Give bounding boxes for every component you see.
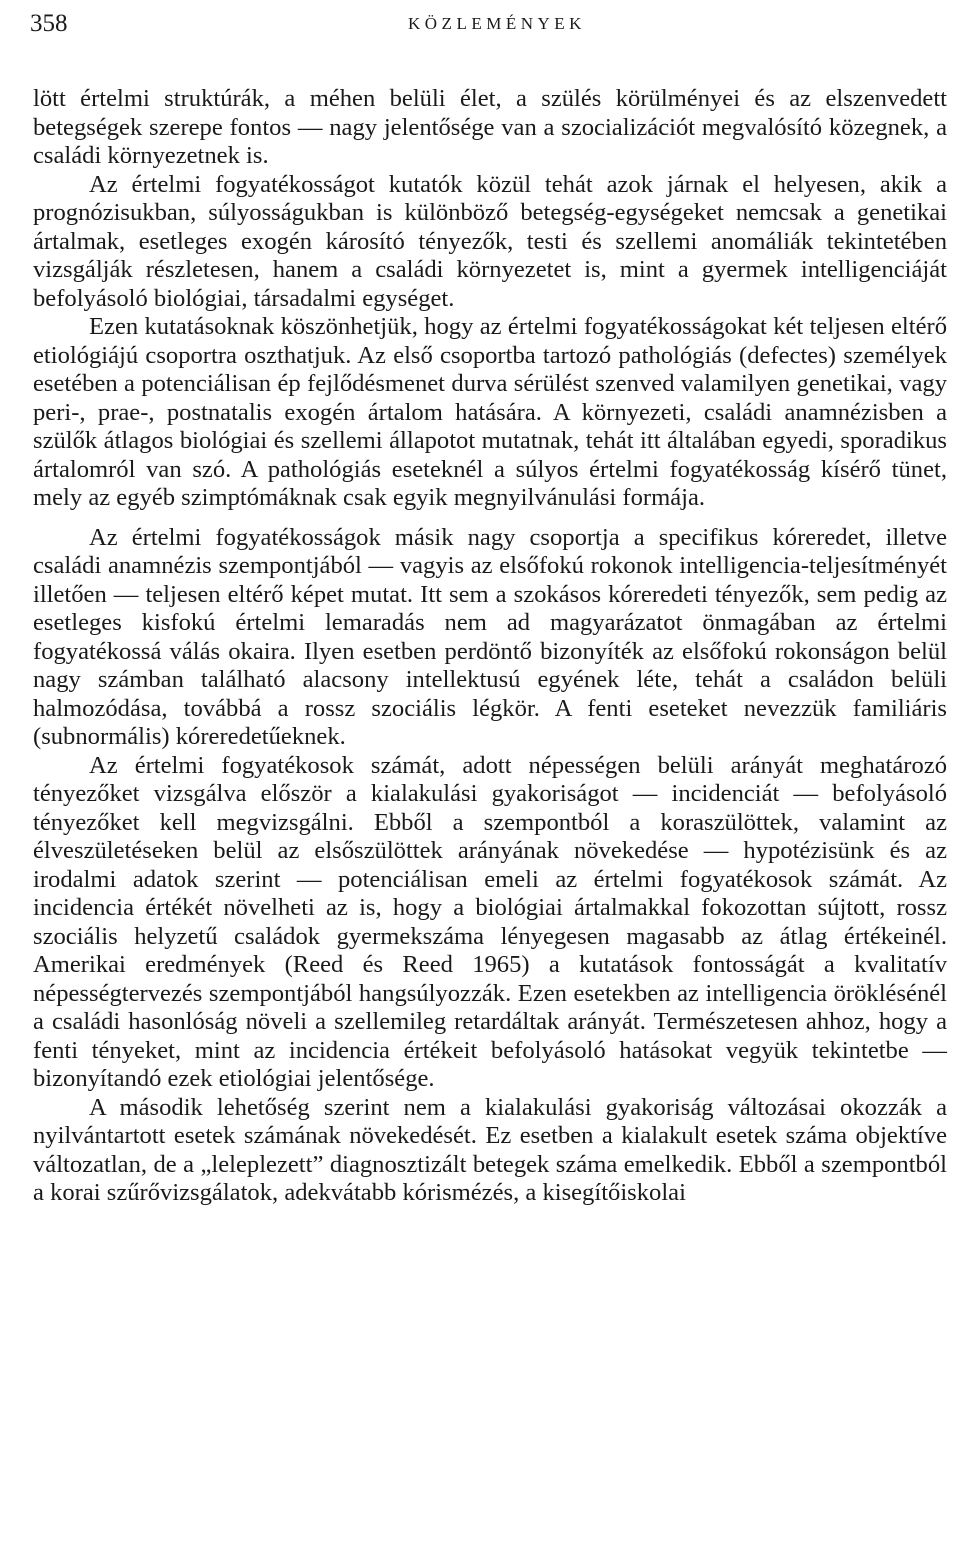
body-text <box>33 85 947 1208</box>
page-number: 358 <box>30 10 68 37</box>
paragraph-5: Az értelmi fogyatékosok számát, adott népességen belüli arányát meghatározó tényezőket vizsgálva először a kialakulási gyakoriságot — incidenciát — befolyásoló tényezőket kell megvizsgálni. Ebből a szempontból a koraszülöttek, valamint az élveszületéseken belül az elsőszülöttek arányának növekedése — hypotézisünk és az irodalmi adatok szerint — potenciálisan emeli az értelmi fogyatékosok számát. Az incidencia értékét növelheti az is, hogy a biológiai ártalmakkal fokozottan sújtott, rossz szociális helyzetű családok gyermekszáma lényegesen magasabb az átlag értékeinél. Amerikai eredmények (Reed és Reed 1965) a kutatások fontosságát a kvalitatív népességtervezés szempontjából hangsúlyozzák. Ezen esetekben az intelligencia öröklésénél a családi hasonlóság növeli a szellemileg retardáltak arányát. Természetesen ahhoz, hogy a fenti tényeket, mint az incidencia értékeit befolyásoló hatásokat vegyük tekintetbe — bizonyítandó ezek etiológiai jelentősége. <box>33 751 947 1092</box>
page-header <box>30 10 950 40</box>
paragraph-3: Ezen kutatásoknak köszönhetjük, hogy az értelmi fogyatékosságokat két teljesen eltérő etiológiájú csoportra oszthatjuk. Az első csoportba tartozó pathológiás (defectes) személyek esetében a potenciálisan ép fejlődésmenet durva sérülést szenved valamilyen genetikai, vagy peri-, prae-, postnatalis exogén ártalom hatására. A környezeti, családi anamnézisben a szülők átlagos biológiai és szellemi állapotot mutatnak, tehát itt általában egyedi, sporadikus ártalomról van szó. A pathológiás eseteknél a súlyos értelmi fogyatékosság kísérő tünet, mely az egyéb szimptómáknak csak egyik megnyilvánulási formája. <box>33 313 947 511</box>
paragraph-1: lött értelmi struktúrák, a méhen belüli élet, a szülés körülményei és az elszenvedett betegségek szerepe fontos — nagy jelentősége van a szocializációt megvalósító közegnek, a családi környezetnek is. <box>33 85 947 169</box>
paragraph-4: Az értelmi fogyatékosságok másik nagy csoportja a specifikus kóreredet, illetve családi anamnézis szempontjából — vagyis az elsőfokú rokonok intelligencia-teljesítményét illetően — teljesen eltérő képet mutat. Itt sem a szokásos kóreredeti tényezők, sem pedig az esetleges kisfokú értelmi lemaradás nem ad magyarázatot önmagában az értelmi fogyatékossá válás okaira. Ilyen esetben perdöntő bizonyíték az elsőfokú rokonságon belül nagy számban található alacsony intellektusú egyének léte, tehát a családon belüli halmozódása, továbbá a rossz szociális légkör. A fenti eseteket nevezzük familiáris (subnormális) kóreredetűeknek. <box>33 523 947 750</box>
paragraph-2: Az értelmi fogyatékosságot kutatók közül tehát azok járnak el helyesen, akik a prognózisukban, súlyosságukban is különböző betegség-egységeket nemcsak a genetikai ártalmak, esetleges exogén károsító tényezők, testi és szellemi anomáliák tekintetében vizsgálják részletesen, hanem a családi környezetet is, mint a gyermek intelligenciáját befolyásoló biológiai, társadalmi egységet. <box>33 170 947 312</box>
running-head: KÖZLEMÉNYEK <box>408 14 586 33</box>
paragraph-6: A második lehetőség szerint nem a kialakulási gyakoriság változásai okozzák a nyilvántartott esetek számának növekedését. Ez esetben a kialakult esetek száma objektíve változatlan, de a „leleplezett” diagnosztizált betegek száma emelkedik. Ebből a szempontból a korai szűrővizsgálatok, adekvátabb kórismézés, a kisegítőiskolai <box>33 1093 947 1206</box>
